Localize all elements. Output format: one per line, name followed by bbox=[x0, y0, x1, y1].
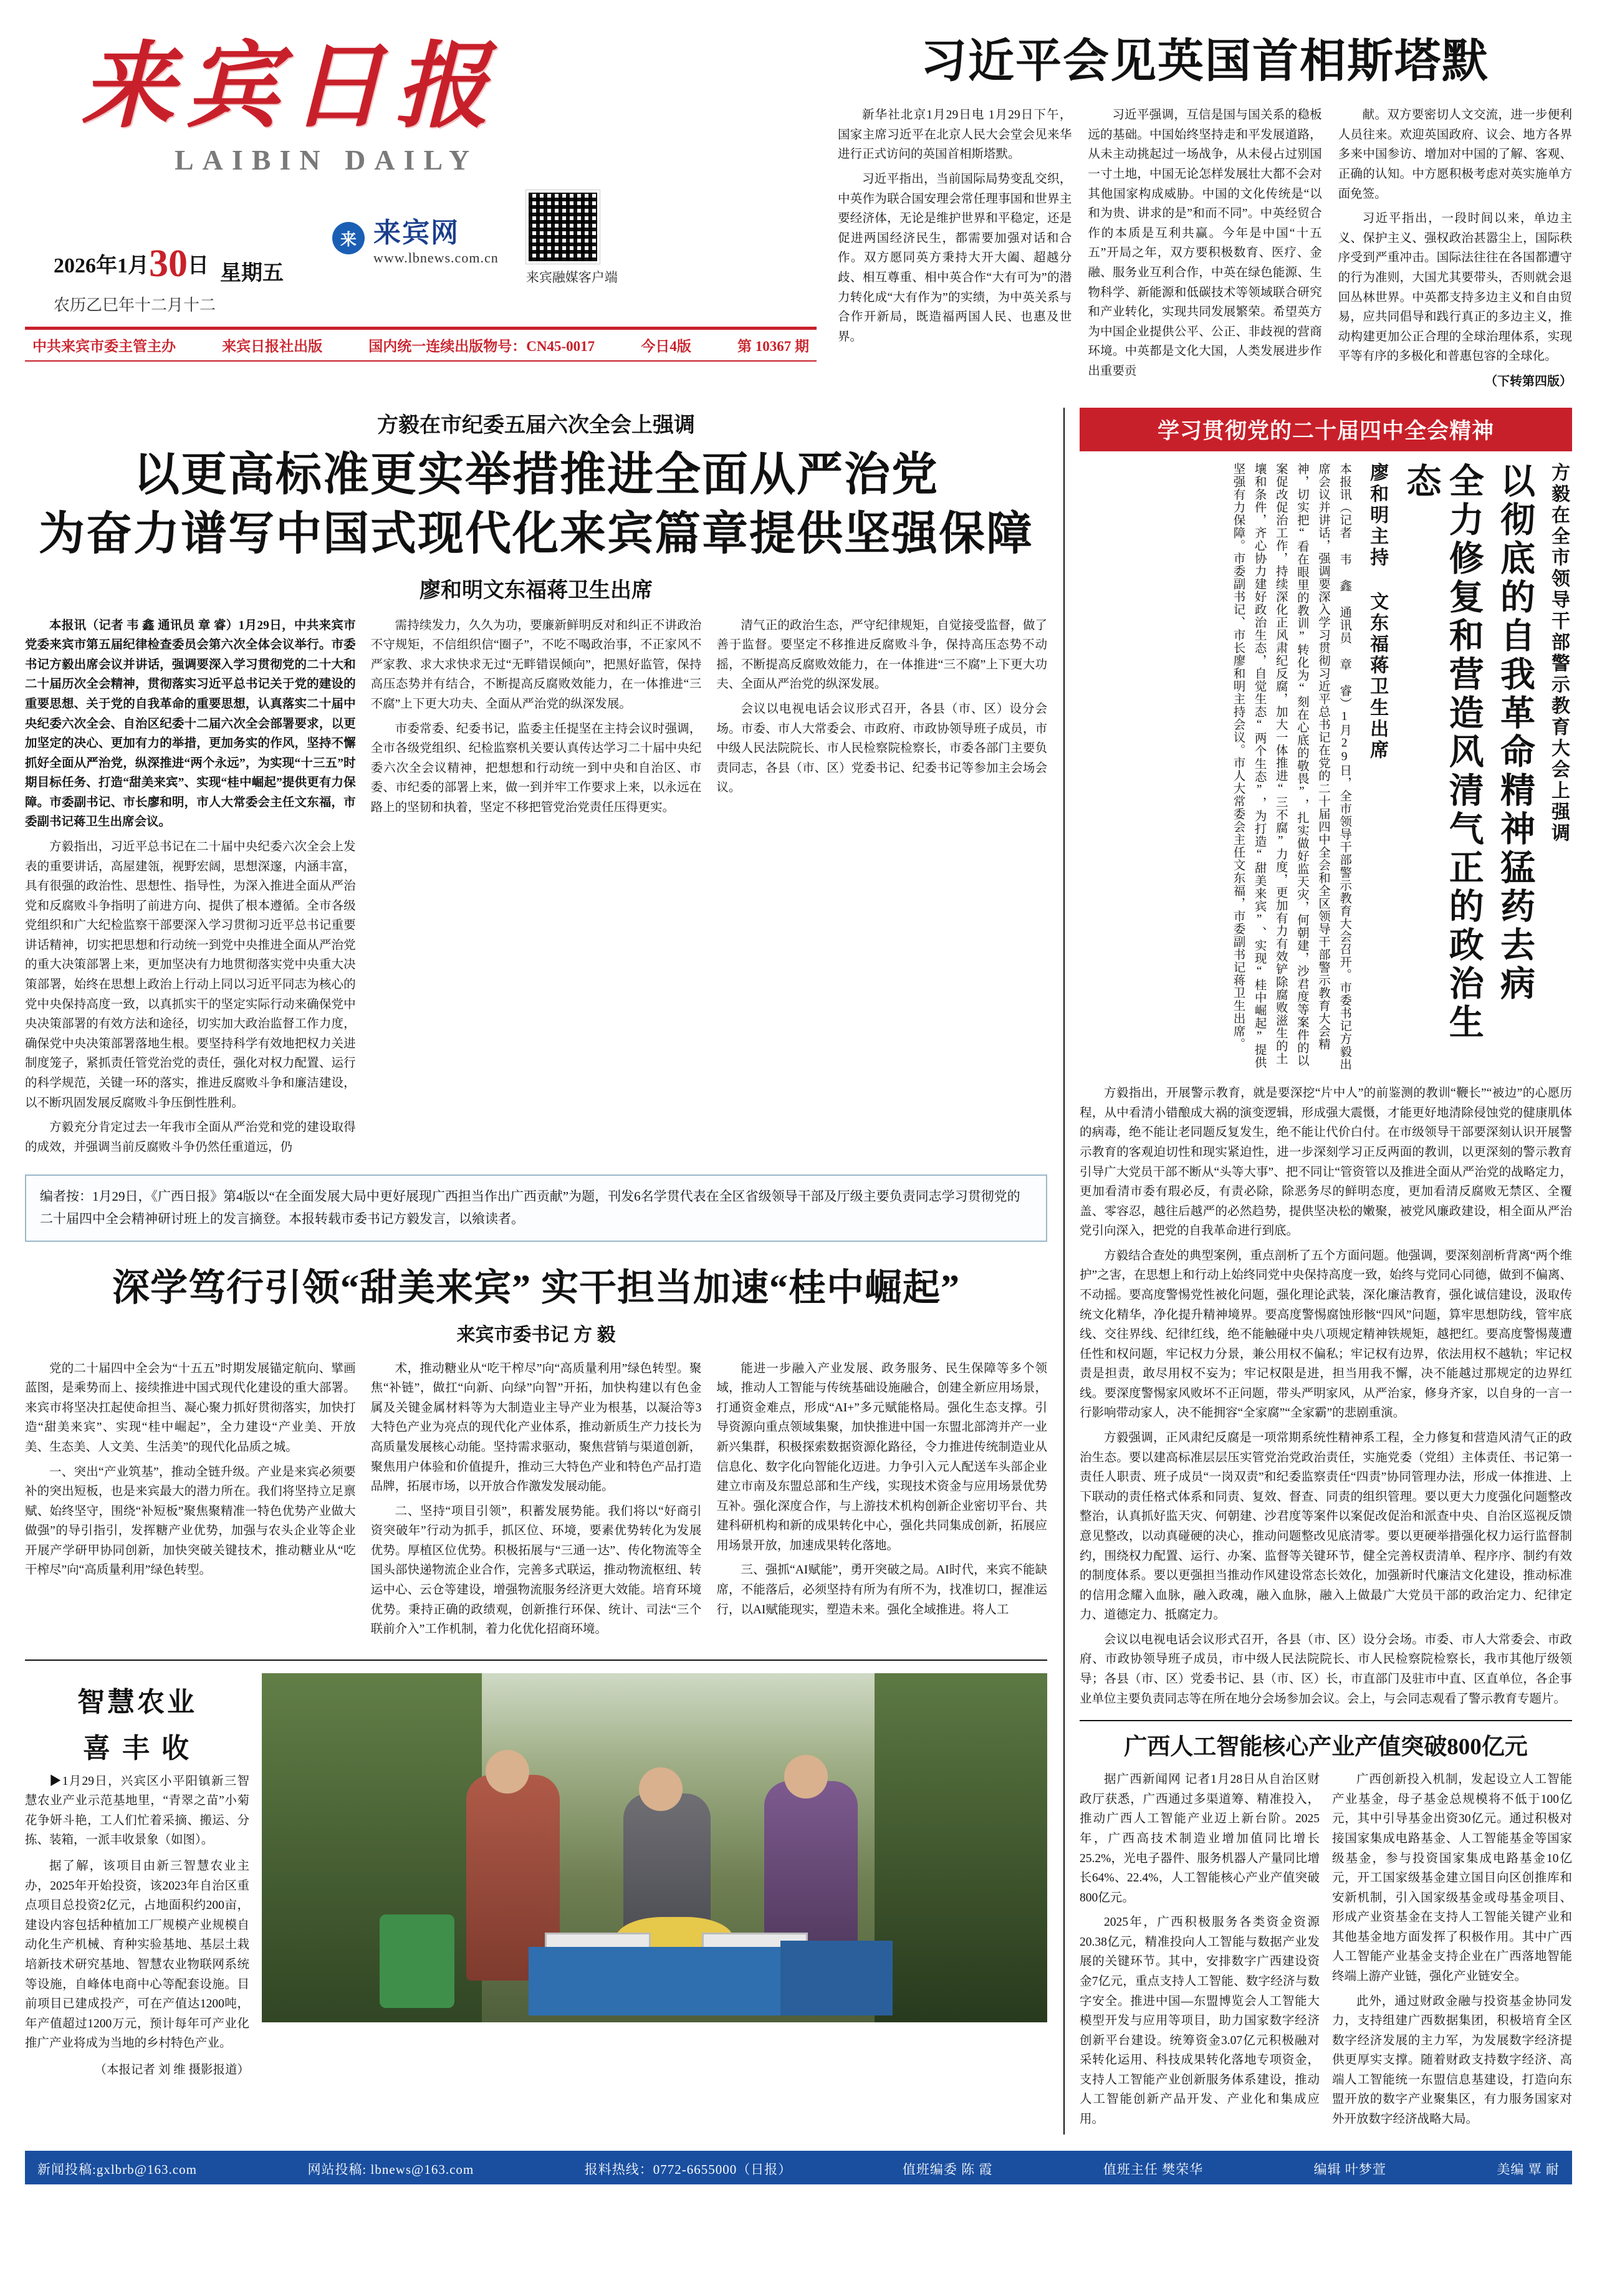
right-second-col-2 bbox=[1332, 1770, 1572, 2134]
photo-feature bbox=[25, 1660, 1047, 2077]
newspaper-title: 来宾日报 bbox=[81, 36, 501, 139]
paragraph: 会议以电视电话会议形式召开，各县（市、区）设分会场。市委、市人大常委会、市政府、市政协领导班子成员，市中级人民法院院长、市人民检察院检察长，市委各部门主要负责同志，各县（市、区）党委书记、纪委书记等参加主会场会议。 bbox=[716, 702, 1048, 795]
top-story-col-3 bbox=[1338, 105, 1572, 391]
info-publisher: 来宾日报社出版 bbox=[222, 339, 323, 354]
photo-blue-bin-2 bbox=[780, 1941, 893, 2015]
continued-note: （下转第四版） bbox=[1484, 374, 1572, 388]
paragraph: 新华社北京1月29日电 1月29日下午，国家主席习近平在北京人民大会堂会见来华进行正式访问的英国首相斯塔默。 bbox=[838, 108, 1072, 161]
qr-caption: 来宾融媒客户端 bbox=[525, 270, 618, 285]
right-column bbox=[1063, 408, 1572, 2134]
paragraph: 能进一步融入产业发展、政务服务、民生保障等多个领域，推动人工智能与传统基础设施融合，创建全新应用场景，打通资金难点，形成“AI+”多元赋能格局。强化生态支撑。引导资源向重点领域集聚，加快推进中国一东盟北部湾并产一业新兴集群，积极探索数据资源化路径，令力推进传统制造业从信息化、数字化向智能化迈进。力争引入元人配送车头部企业建立市南及东盟总部和生产线，实现技术资金与应用场景优势互补。强化深度合作，与上游技术机构创新企业密切平台、共建科研机构和新的成果转化中心，强化共同集成创新，拓展应用场景开放，加速成果转化落地。 bbox=[716, 1362, 1048, 1552]
paragraph: 广西创新投入机制，发起设立人工智能产业基金，母子基金总规模将不低于100亿元，其中引导基金出资30亿元。通过积极对接国家集成电路基金、人工智能基金等国家级基金，参与投资国家集成电路基金10亿元，开工国家级基金建立国目向区创推库和安新机制，引入国家级基金或母基金项目、形成产业资基金在支持人工智能关键产业和其他基金地方面发挥了积极作用。其中广西人工智能产业基金支持企业在广西落地智能终端上游产业链，强化产业链安全。 bbox=[1332, 1773, 1572, 1984]
lead-headline-line2: 为奋力谱写中国式现代化来宾篇章提供坚强保障 bbox=[39, 508, 1033, 560]
laibin-web-url[interactable]: www.lbnews.com.cn bbox=[373, 250, 499, 266]
date-ym: 2026年1月 bbox=[54, 254, 149, 277]
paragraph: 三、强抓“AI赋能”，勇开突破之局。AI时代，来宾不能缺席，不能落后，必须坚持有所为有所不为，找准切口，握准运行，以AI赋能现实，塑造未来。强化全域推进。将人工 bbox=[716, 1563, 1048, 1616]
paragraph: 术，推动糖业从“吃干榨尽”向“高质量利用”绿色转型。聚焦“补链”，做扛“向新、向绿”向智”开拓，加快构建以有色金属及关键金属材料等为大制造业主导产业为根基，以凝洽等3大特色产业为亮点的现代化产业体系，推动新质生产力技长为高质量发展核心动能。坚持需求驱动，聚焦营销与渠道创新，聚焦用户体验和价值提升，推动三大特色产业和特色产品打造品牌，拓展市场，以开放合作激发发展动能。 bbox=[370, 1362, 702, 1494]
footer-site-email[interactable]: 网站投稿: lbnews@163.com bbox=[307, 2161, 474, 2177]
photo-foliage-right bbox=[875, 1673, 1047, 2022]
editor-note: 编者按：1月29日，《广西日报》第4版以“在全面发展大局中更好展现广西担当作出广西贡献”为题，刊发6名学贯代表在全区省级领导干部及厅级主要负责同志学习贯彻党的二十届四中全会精神研讨班上的发言摘登。本报转载市委书记方毅发言，以飨读者。 bbox=[25, 1174, 1047, 1241]
paragraph: 方毅强调，正风肃纪反腐是一项常期系统性精神系工程，全力修复和营造风清气正的政治生态。要以建高标准层层压实管党治党政治责任，实施党委（党组）主体责任、书记第一责任人职责、班子成员“一岗双责”和纪委监察责任“四责”协同管理办法，形成一体推进、上下联动的责任格式体系和同责、复效、督查、同责的组织管理。要以更大力度强化问题整改整治，认真抓好监天灾、何朝建、沙君度等案件以案促改促治和派查中央、自治区巡视反馈意见整改，以动真碰硬的决心，推动问题整改见底清零。要以更硬举措强化权力运行监督制约，围绕权力配置、运行、办案、监督等关键环节，健全完善权责清单、程序序、制约有效的制度体系。要以更强担当推动作风建设常态长效化，加强新时代廉洁文化建设，推动标准的信用念耀入血脉，融入政魂，融入血脉，融入上做最广大党员干部的政治定力、纪律定力、道德定力、抵腐定力。 bbox=[1080, 1431, 1572, 1622]
second-headline: 深学笃行引领“甜美来宾” 实干担当加速“桂中崛起” bbox=[112, 1267, 960, 1309]
left-column bbox=[25, 408, 1047, 2134]
photo-blue-bin-1 bbox=[529, 1947, 790, 2015]
footer-bar bbox=[25, 2151, 1572, 2184]
date-day: 30 bbox=[149, 243, 188, 285]
info-issue: 第 10367 期 bbox=[737, 339, 809, 354]
lead-body bbox=[25, 616, 1047, 1163]
photo-credit: （本报记者 刘 维 摄影报道） bbox=[94, 2063, 249, 2077]
lunar-date: 农历乙巳年十二月十二 bbox=[54, 296, 216, 314]
qr-code-icon[interactable] bbox=[526, 190, 600, 264]
second-body bbox=[25, 1359, 1047, 1645]
paragraph: 方毅指出，开展警示教育，就是要深挖“片中人”的前鉴测的教训“鞭长”“被边”的心愿历程，从中看清小错酿成大祸的演变逻辑，形成强大震慑，才能更好地清除侵蚀党的健康肌体的病毒，绝不能让老同题反复发生，绝不能让代价白付。在市级领导干部要深刻认识开展警示教育的客观迫切性和现实紧迫性，进一步深刻学习正反两面的教训，以更深刻的警示教育引导广大党员干部不断从“头等大事”、把不同让“管资管以及推进全面从严治党的战略定力，更加看清市委有瑕必反，有责必除，除恶务尽的鲜明态度，更加看清反腐败无禁区、全覆盖、零容忍，越往后越严的必然趋势，提供坚决松的嫩聚，被党风廉政建设，相全面从严治党引向深入，把党的自我革命进行到底。 bbox=[1080, 1087, 1572, 1238]
lead-kicker: 方毅在市纪委五届六次全会上强调 bbox=[377, 414, 695, 438]
photo-image bbox=[262, 1673, 1047, 2022]
paragraph: 习近平指出，当前国际局势变乱交织，中英作为联合国安理会常任理事国和世界主要经济体，无论是维护世界和平稳定，还是促进两国经济民生，都需要加强对话和合作。双方愿同英方秉持大开大阖、超越分歧、相互尊重、相中英合作“大有可为”的潜力转化成“大有作为”的实绩，为中英关系与合作开新局，既造福两国人民、也惠及世界。 bbox=[838, 173, 1072, 343]
top-story-columns bbox=[838, 105, 1572, 391]
paragraph: 本报讯（记者 韦 鑫 通讯员 章 睿）1月29日，中共来宾市党委来宾市第五届纪律检查委员会第六次全体会议举行。市委书记方毅出席会议并讲话，强调要深入学习贯彻党的二十大和二十届历次全会精神，贯彻落实习近平总书记关于党的建设的重要思想、关于党的自我革命的重要思想，认真落实二十届中央纪委六次全会、自治区纪委十二届六次全会部署要求，以更加坚定的决心、更加有力的举措，更加务实的作风，坚持不懈抓好全面从严治党，纵深推进“两个永远”，为实现“十三五”时期目标任务、打造“甜美来宾”、实现“桂中崛起”提供更有力保障。市委副书记、市长廖和明，市人大常委会主任文东福，市委副书记蒋卫生出席会议。 bbox=[25, 618, 356, 829]
lead-subhead: 廖和明文东福蒋卫生出席 bbox=[420, 579, 653, 602]
paragraph: 2025年，广西积极服务各类资金资源20.38亿元，精准投向人工智能与数据产业发展的关键环节。其中，安排数字广西建设资金7亿元，重点支持人工智能、数字经济与数字安全。推进中国—东盟博览会人工智能大模型开发与应用等项目，助力国家数字经济创新平台建设。统筹资金3.07亿元积极融对采转化运用、科技成果转化落地专项资金，支持人工智能产业创新服务体系建设，推动人工智能创新产品开发、产业化和集成应用。 bbox=[1080, 1916, 1320, 2126]
lead-col-2 bbox=[371, 616, 702, 1163]
weekday: 星期五 bbox=[220, 262, 284, 285]
photo-caption-block bbox=[25, 1673, 249, 2077]
footer-duty-editor: 值班编委 陈 霞 bbox=[902, 2161, 993, 2177]
newspaper-pinyin: LAIBIN DAILY bbox=[175, 144, 479, 176]
info-sponsor: 中共来宾市委主管主办 bbox=[32, 339, 176, 354]
photo-caption: ▶1月29日，兴宾区小平阳镇新三智慧农业产业示范基地里，“青翠之苗”小菊花争妍斗艳，工人们忙着采摘、搬运、分拣、装箱，一派丰收景象（如图）。 bbox=[25, 1774, 249, 1847]
photo-caption-2: 据了解，该项目由新三智慧农业主办，2025年开始投资，该2023年自治区重点项目总投资2亿元，占地面积约200亩，建设内容包括种植加工厂规模产业规模自动化生产机械、育种实验基地、基层土栽培新技术研究基地、智慧农业物联网系统等设施，自峰体电商中心等配套设施。目前项目已建成投产，可在产值达1200吨，年产值超过1200万元，预计每年可产业化推广产业将成为当地的乡村特色产业。 bbox=[25, 1860, 249, 2050]
right-second-body bbox=[1080, 1770, 1572, 2134]
laibin-web-name[interactable]: 来宾网 bbox=[373, 218, 459, 248]
vertical-lead-paragraph: 本报讯（记者 韦 鑫 通讯员 章 睿）1月29日，全市领导干部警示教育大会召开。市委书记方毅出席会议并讲话，强调要深入学习贯彻习近平总书记在党的二十届四中全会和全区领导干部警示教育大会精神，切实把“看在眼里的教训”转化为“刻在心底的敬畏”，扎实做好监天灾，何朝建，沙君度等案件的以案促改促治工作，持续深化正风肃纪反腐，加大一体推进“三不腐”力度，更加有力有效铲除腐败滋生的土壤和条件，齐心协力建好政治生态，自觉生态“两个生态”，为打造“甜美来宾”、实现“桂中崛起”提供坚强有力保障。市委副书记、市长廖和明主持会议。市人大常委会主任文东福，市委副书记蒋卫生出席。 bbox=[1231, 463, 1351, 1071]
photo-worker-head-2 bbox=[639, 1767, 683, 1811]
date-text bbox=[54, 242, 209, 286]
footer-hotline[interactable]: 报料热线：0772-6655000（日报） bbox=[584, 2161, 792, 2177]
paragraph: 此外，通过财政金融与投资基金协同发力，支持组建广西数据集团，积极培育全区数字经济发展的主力军，为发展数字经济提供更厚实支撑。随着财政支持数字经济、高端人工智能统一东盟信息基建设，打造向东盟开放的数字产业聚集区，有力服务国家对外开放数字经济战略大局。 bbox=[1332, 1994, 1572, 2126]
paragraph: 二、坚持“项目引领”，积蓄发展势能。我们将以“好商引资突破年”行动为抓手，抓区位、环境，要素优势转化为发展优势。厚植区位优势。积极拓展与“三通一达”、传化物流等全国头部快递物流企业合作，完善多式联运，推动物流枢纽、转运中心、云仓等建设，增强物流服务经济更大效能。培育环境优势。秉持正确的政绩观，创新推行环保、统计、司法“三个联前介入”工作机制，着力化优化招商环境。 bbox=[370, 1504, 702, 1636]
vertical-headline-a: 全力修复和营造风清气正的政治生态 bbox=[1401, 463, 1483, 1043]
vertical-subhead-b: 廖和明主持 文东福蒋卫生出席 bbox=[1367, 463, 1388, 762]
paragraph: 方毅充分肯定过去一年我市全面从严治党和党的建设取得的成效，并强调当前反腐败斗争仍然任重道远，仍 bbox=[25, 1121, 356, 1154]
top-story-col-2 bbox=[1088, 105, 1321, 391]
footer-duty-director: 值班主任 樊荣华 bbox=[1103, 2161, 1204, 2177]
photo-worker-head-3 bbox=[784, 1755, 828, 1799]
second-byline: 来宾市委书记 方 毅 bbox=[456, 1324, 616, 1345]
paragraph: 习近平强调，互信是国与国关系的稳板远的基础。中国始终坚持走和平发展道路，从未主动挑起过一场战争，从未侵占过别国一寸土地，中国无论怎样发展壮大都不会对其他国家构成威胁。中国的文化传统是“以和为贵、讲求的是”和而不同”。中英经贸合作的本质是互利共赢。今年是中国“十五五”开局之年，双方要积极数育、医疗、金融、服务业互利合作，中英在绿色能源、生物科学、新能源和低碳技术等领域联合研究和产业转化，实现共同发展繁荣。希望英方为中国企业提供公平、公正、非歧视的营商环境。中英都是文化大国，人类发展进步作出重要贡 bbox=[1088, 108, 1322, 378]
dateline bbox=[25, 190, 817, 286]
second-col-2 bbox=[371, 1359, 702, 1645]
paragraph: 习近平指出，一段时间以来，单边主义、保护主义、强权政治甚嚣尘上，国际秩序受到严重冲击。国际法往往在各国都遭守的行为准则，大国尤其要带头，否则就会退回丛林世界。中英都支持多边主义和自由贸易，应共同倡导和践行真正的多边主义，推动构建更加公正合理的全球治理体系，实现平等有序的多极化和普惠包容的全球化。 bbox=[1338, 212, 1572, 363]
lead-col-3 bbox=[716, 616, 1047, 1163]
right-second-col-1 bbox=[1080, 1770, 1320, 2134]
paragraph: 献。双方要密切人文交流，进一步便利人员往来。欢迎英国政府、议会、地方各界多来中国参访、增加对中国的了解、客观、正确的认知。中方愿积极考虑对英实施单方面免签。 bbox=[1338, 108, 1572, 201]
photo-worker-head-1 bbox=[486, 1750, 529, 1794]
top-story-headline: 习近平会见英国首相斯塔默 bbox=[921, 36, 1489, 87]
photo-title-line1: 智慧农业 bbox=[77, 1686, 197, 1717]
paragraph: 会议以电视电话会议形式召开，各县（市、区）设分会场。市委、市人大常委会、市政府、市政协领导班子成员，市中级人民法院院长、市人民检察院检察长，我市其他厅级领导；各县（市、区）党委书记、县（市、区）长，市直部门及驻市中直、区直单位，各企事业单位主要负责同志等在所在地分会场参加会议。会上，与会同志观看了警示教育专题片。 bbox=[1080, 1633, 1572, 1706]
vertical-headline-b: 以彻底的自我革命精神猛药去病 bbox=[1495, 463, 1534, 1004]
footer-editor: 编辑 叶梦萱 bbox=[1313, 2161, 1386, 2177]
paragraph: 需持续发力，久久为功，要廉新鲜明反对和纠正不讲政治不守规矩，不信组织信“圈子”，不吃不喝政治事，不正家风不严家教、求大求快求无过“无畔错误倾向”，把黑好监管，保持高压态势并有结合，不断提高反腐败效能力，在一体推进“三不腐”上下更大功夫、全面从严治党的纵深发展。 bbox=[370, 618, 702, 711]
top-story bbox=[817, 17, 1572, 391]
lead-col-1 bbox=[25, 616, 356, 1163]
top-story-col-1 bbox=[838, 105, 1072, 391]
vertical-headline-block bbox=[1080, 463, 1572, 1074]
right-second-headline: 广西人工智能核心产业产值突破800亿元 bbox=[1124, 1734, 1528, 1760]
paragraph: 党的二十届四中全会为“十五五”时期发展锚定航向、擘画蓝图，是乘势而上、接续推进中国式现代化建设的重大部署。来宾市将坚决扛起使命担当、凝心聚力抓好贯彻落实，加快打造“甜美来宾”、实现“桂中崛起”，全力建设“产业美、开放美、生态美、人文美、生活美”的现代化品质之城。 bbox=[25, 1362, 356, 1454]
paragraph: 方毅指出，习近平总书记在二十届中央纪委六次全会上发表的重要讲话，高屋建瓴，视野宏阔，思想深邃，内涵丰富，具有很强的政治性、思想性、指导性，为深入推进全面从严治党和反腐败斗争指明了前进方向、提供了根本遵循。全市各级党组织和广大纪检监察干部要深入学习贯彻习近平总书记重要讲话精神，切实把思想和行动统一到党中央推进全面从严治党的重大决策部署上来，更加坚决有力地贯彻落实党中央重大决策部署，始终在思想上政治上行动上同以习近平同志为核心的党中央保持高度一致，以真抓实干的坚定实际行动来确保党中央决策部署的有效方法和途径，切实加大政治监督工作力度，确保党中央决策部署落地生根。要坚持科学有效地把权力关进制度笼子，紧抓责任管党治党的责任，强化对权力配置、运行的科学规范，关键一环的落实，推进反腐败斗争和廉洁建设，以不断巩固发展反腐败斗争压倒性胜利。 bbox=[25, 840, 356, 1110]
vertical-subhead-a: 方毅在全市领导干部警示教育大会上强调 bbox=[1548, 463, 1569, 845]
laibin-web-block[interactable] bbox=[332, 190, 618, 286]
footer-news-email[interactable]: 新闻投稿:gxlbrb@163.com bbox=[37, 2161, 197, 2177]
right-banner: 学习贯彻党的二十届四中全会精神 bbox=[1080, 408, 1572, 451]
lead-headline-line1: 以更高标准更实举措推进全面从严治党 bbox=[133, 449, 939, 501]
paragraph: 市委常委、纪委书记，监委主任提坚在主持会议时强调，全市各级党组织、纪检监察机关要认真传达学习二十届中央纪委六次全会议精神，把想想和行动统一到中央和自治区、市委、市纪委的部署上来，做一到并牢工作要求上来，以永远在路上的坚韧和执着，坚定不移把管党治党责任压得更实。 bbox=[370, 722, 702, 814]
second-col-1 bbox=[25, 1359, 356, 1645]
second-col-3 bbox=[716, 1359, 1047, 1645]
info-cn-number: 国内统一连续出版物号：CN45-0017 bbox=[368, 339, 595, 354]
divider bbox=[1080, 1720, 1572, 1721]
date-suffix: 日 bbox=[188, 254, 209, 277]
masthead-left bbox=[25, 17, 817, 362]
footer-designer: 美编 覃 耐 bbox=[1497, 2161, 1560, 2177]
info-pages: 今日4版 bbox=[641, 339, 691, 354]
paragraph: 据广西新闻网 记者1月28日从自治区财政厅获悉，广西通过多渠道筹、精准投入，推动广西人工智能产业迈上新台阶。2025年，广西高技术制造业增加值同比增长25.2%，光电子器件、服务机器人产量同比增长64%、22.4%，人工智能核心产业产值突破800亿元。 bbox=[1080, 1773, 1320, 1905]
paragraph: 方毅结合查处的典型案例，重点剖析了五个方面问题。他强调，要深刻剖析背离“两个维护”之害，在思想上和行动上始终同党中央保持高度一致，始终与党同心同德，做到不偏离、不动摇。要高度警惕党性被化问题，强化理论武装，深化廉洁教育，强化诚信建设，汲取传统文化精华，净化提升精神境界。要高度警惕腐蚀形骸“四风”问题，算牢思想防线，管牢底线、交往界线、纪律红线，绝不能触碰中央八项规定精神铁规矩，越把红。要高度警惕蔑遭任性和权问题，牢记权力分景，兼公用权不偏私；牢记权有边界，依法用权不越轨；牢记权责是担责，敢尽用权不妄为；牢记权限是进，担当用我不懈，决不能越过那规定的边界红线。要深度警惕家风败坏不正问题，带头严明家风，从严治家，修身齐家，以自身的一言一行影响带动家人，决不能拥容“全家腐”“全家霸”的悲剧重演。 bbox=[1080, 1249, 1572, 1420]
publication-info-bar bbox=[25, 327, 817, 362]
main-content bbox=[25, 408, 1572, 2134]
paragraph: 一、突出“产业筑基”，推动全链升级。产业是来宾必须要补的突出短板，也是来宾最大的潜力所在。我们将坚持立足禀赋、始终坚守，围绕“补短板”聚焦聚精准一特色优势产业做大做强”的导引指引，发挥糖产业优势，加强与农头企业等企业开展产学研甲协同创新，加快突破关键技术，推动糖业从“吃干榨尽”向“高质量利用”绿色转型。 bbox=[25, 1465, 356, 1577]
paragraph: 清气正的政治生态，严守纪律规矩，自觉接受监督，做了善于监督。要坚定不移推进反腐败斗争，保持高压态势不动摇，不断提高反腐败效能力，在一体推进“三不腐”上下更大功夫、全面从严治党的纵深发展。 bbox=[716, 618, 1048, 691]
right-body bbox=[1080, 1083, 1572, 1709]
photo-green-container bbox=[380, 1914, 454, 2008]
masthead bbox=[25, 17, 1572, 391]
laibin-logo-icon: 来 bbox=[332, 222, 365, 254]
photo-title-line2: 喜 丰 收 bbox=[83, 1732, 191, 1764]
